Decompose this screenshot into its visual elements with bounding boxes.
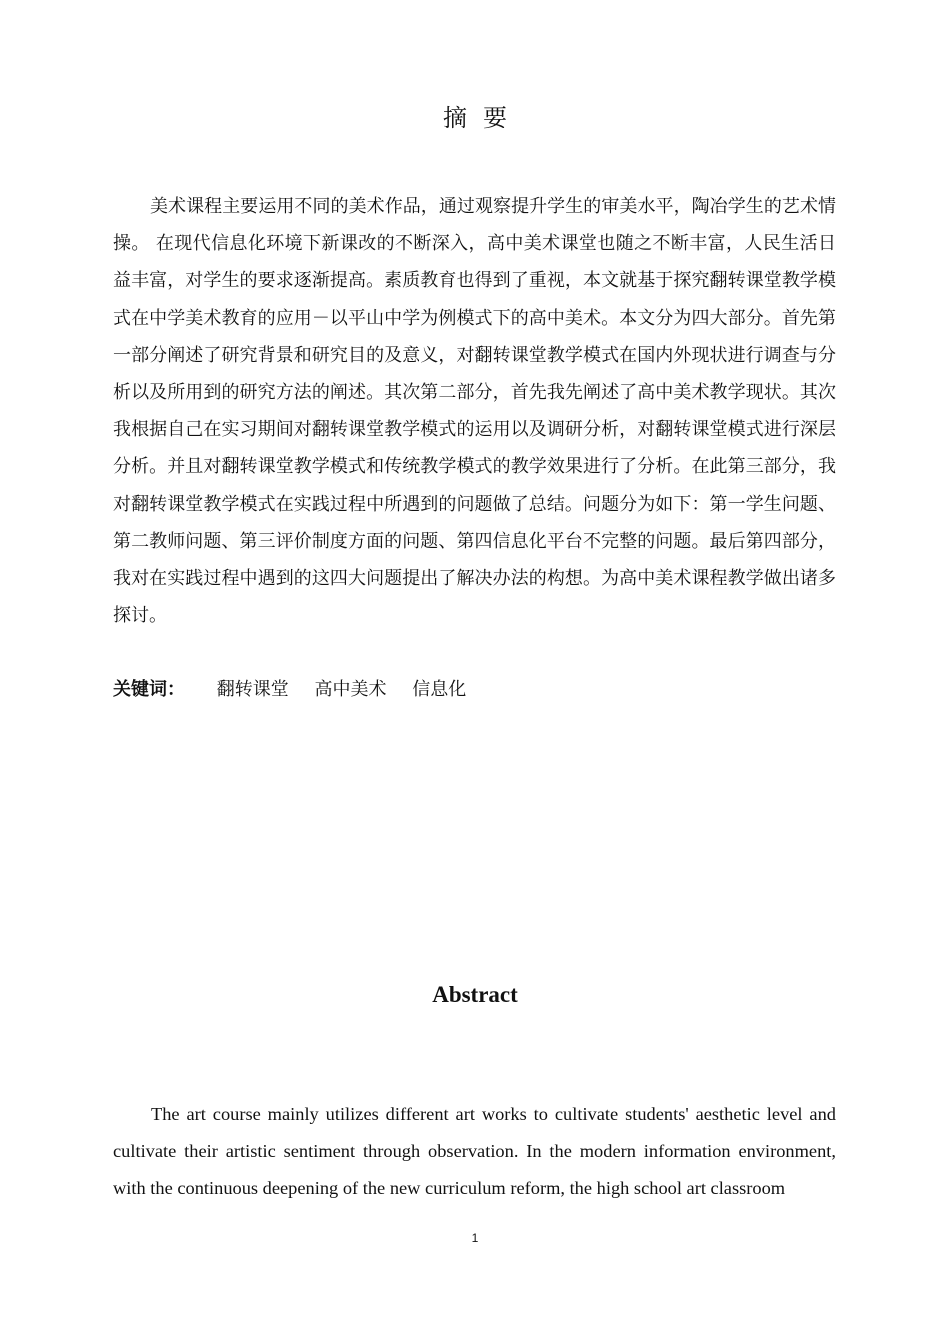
keyword-item: 高中美术	[314, 679, 387, 700]
chinese-abstract-title: 摘要	[443, 104, 523, 132]
chinese-abstract-body: 美术课程主要运用不同的美术作品，通过观察提升学生的审美水平，陶冶学生的艺术情操。 在现代信息化环境下新课改的不断深入，高中美术课堂也随之不断丰富，人民生活日益丰富，对学生的要求逐渐提高。素质教育也得到了重视，本文就基于探究翻转课堂教学模式在中学美术教育的应用－以平山中学为例模式下的高中美术。本文分为四大部分。首先第一部分阐述了研究背景和研究目的及意义，对翻转课堂教学模式在国内外现状进行调查与分析以及所用到的研究方法的阐述。其次第二部分，首先我先阐述了高中美术教学现状。其次我根据自己在实习期间对翻转课堂教学模式的运用以及调研分析，对翻转课堂模式进行深层分析。并且对翻转课堂教学模式和传统教学模式的教学效果进行了分析。在此第三部分，我对翻转课堂教学模式在实践过程中所遇到的问题做了总结。问题分为如下：第一学生问题、第二教师问题、第三评价制度方面的问题、第四信息化平台不完整的问题。最后第四部分，我对在实践过程中遇到的这四大问题提出了解决办法的构想。为高中美术课程教学做出诸多探讨。	[113, 196, 836, 627]
keywords-line	[113, 675, 486, 705]
english-abstract-body: The art course mainly utilizes different art works to cultivate students' aesthetic level and cultivate their artistic sentiment through observation. In the modern information environment, with the continuous deepening of the new curriculum reform, the high school art classroom	[113, 1104, 836, 1199]
english-abstract-title: Abstract	[432, 982, 518, 1007]
keyword-item: 信息化	[412, 679, 467, 700]
page-number: 1	[471, 1231, 479, 1245]
keyword-item: 翻转课堂	[216, 679, 289, 700]
keywords-label: 关键词：	[113, 679, 185, 700]
